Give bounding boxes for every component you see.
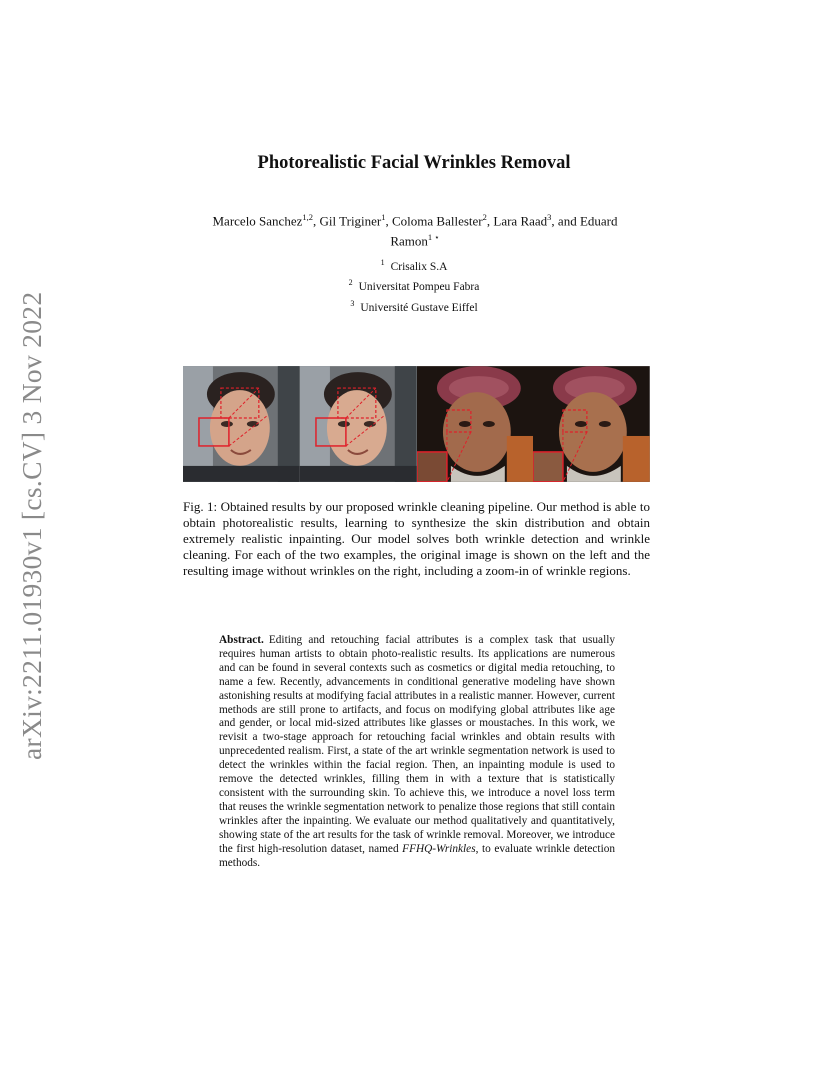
- author-separator: , and: [551, 213, 580, 229]
- figure-panel-elder-original: [417, 366, 534, 482]
- author-separator: ,: [486, 213, 494, 229]
- figure-panel-man-cleaned: [300, 366, 417, 482]
- author-list: [190, 209, 640, 250]
- affiliation-number: 2: [348, 278, 353, 288]
- author-name: Lara Raad: [493, 213, 548, 229]
- paper-title: Photorealistic Facial Wrinkles Removal: [257, 153, 571, 173]
- affiliation: [0, 296, 828, 316]
- author-separator: ,: [385, 213, 393, 229]
- abstract: [219, 634, 615, 870]
- dataset-name: FFHQ-Wrinkles: [402, 842, 476, 855]
- abstract-text: Editing and retouching facial attributes is a complex task that usually requires human artists to obtain photo-realistic results. Its applications are numerous and can be found in several contexts such as cosmetics or digital media retouching, to name a few. Recently, advancements in conditional generative modeling have shown astonishing results at modifying facial attributes in a realistic manner. However, current methods are still prone to artifacts, and focus on modifying global attributes like age and gender, or local mid-sized attributes like glasses or moustaches. In this work, we revisit a two-stage approach for retouching facial wrinkles and obtain results with unprecedented realism. First, a state of the art wrinkle segmentation network is used to detect the wrinkles within the facial region. Then, an inpainting module is used to remove the detected wrinkles, filling them in with a texture that is statistically consistent with the surrounding skin. To achieve this, we introduce a novel loss term that reuses the wrinkle segmentation network to penalize those regions that still contain wrinkles after the inpainting. We evaluate our method qualitatively and quantitatively, showing state of the art results for the task of wrinkle removal. Moreover, we introduce the first high-resolution dataset, named: [219, 634, 615, 855]
- affiliation-number: 3: [350, 298, 355, 308]
- affiliation-name: Universitat Pompeu Fabra: [358, 281, 480, 294]
- affiliation-number: 1: [380, 258, 385, 267]
- author-affil-mark: 1,2: [302, 212, 313, 222]
- arxiv-identifier: arXiv:2211.01930v1 [cs.CV] 3 Nov 2022: [16, 291, 47, 760]
- author-affil-mark: 1: [381, 212, 386, 222]
- figure-caption: Fig. 1: Obtained results by our proposed wrinkle cleaning pipeline. Our method is able to obtain photorealistic results, learning to synthesize the skin distribution and obtain extremely realistic inpainting. Our model solves both wrinkle detection and wrinkle cleaning. For each of the two examples, the original image is shown on the left and the resulting image without wrinkles on the right, including a zoom-in of wrinkle regions.: [183, 499, 650, 578]
- teaser-figure: [183, 366, 650, 482]
- affiliation-name: Université Gustave Eiffel: [360, 301, 478, 314]
- author-affil-mark: 2: [482, 212, 487, 222]
- author-name: Marcelo Sanchez: [212, 213, 303, 229]
- author-affil-mark: 1 ⋆: [427, 232, 440, 243]
- author-name: Eduard Ramon: [390, 213, 618, 249]
- abstract-label: Abstract.: [219, 634, 264, 646]
- abstract-text-end: , to evaluate wrinkle detection methods.: [219, 842, 616, 869]
- author-separator: ,: [313, 213, 320, 229]
- affiliation: [0, 255, 828, 275]
- author-affil-mark: 3: [547, 212, 552, 222]
- author-name: Gil Triginer: [319, 213, 382, 229]
- affiliation: [0, 275, 828, 295]
- affiliation-name: Crisalix S.A: [390, 260, 448, 273]
- affiliation-list: [0, 255, 828, 316]
- figure-panel-elder-cleaned: [533, 366, 650, 482]
- author-name: Coloma Ballester: [392, 213, 483, 229]
- figure-panel-man-original: [183, 366, 300, 482]
